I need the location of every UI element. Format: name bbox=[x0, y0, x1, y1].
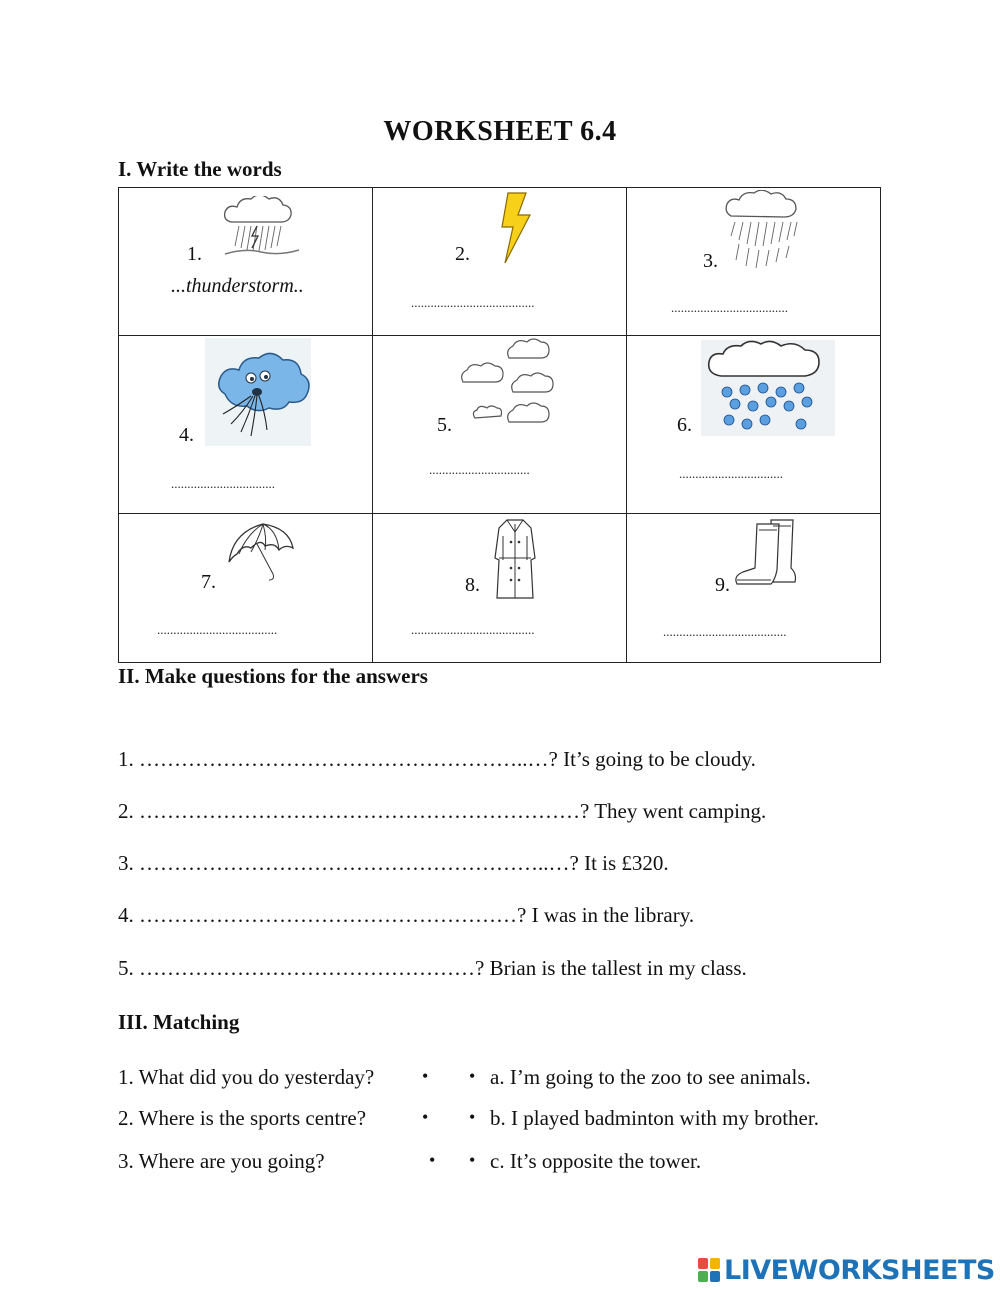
match-dot-left-3[interactable]: • bbox=[429, 1150, 436, 1170]
logo-text: LIVEWORKSHEETS bbox=[724, 1254, 995, 1286]
question-line-3[interactable]: 3. …………………………………………………..…? It is £320. bbox=[118, 851, 669, 875]
logo-block bbox=[710, 1271, 720, 1282]
word-cell-2 bbox=[373, 188, 627, 336]
word-blank-6[interactable]: ................................ bbox=[679, 466, 783, 481]
word-blank-7[interactable]: ..................................... bbox=[157, 622, 278, 637]
logo-block bbox=[710, 1258, 720, 1269]
snow-cloud-icon bbox=[701, 340, 835, 436]
word-num-2: 2. bbox=[455, 243, 470, 265]
word-num-1: 1. bbox=[187, 243, 202, 265]
clouds-icon bbox=[459, 338, 555, 428]
word-blank-4[interactable]: ................................ bbox=[171, 476, 275, 491]
word-num-9: 9. bbox=[715, 574, 730, 596]
word-cell-8 bbox=[373, 514, 627, 663]
question-line-4[interactable]: 4. ………………………………………………? I was in the library. bbox=[118, 903, 695, 927]
lightning-bolt-icon bbox=[499, 191, 533, 265]
word-blank-5[interactable]: ............................... bbox=[429, 462, 530, 477]
word-cell-1 bbox=[119, 188, 373, 336]
worksheet-title: WORKSHEET 6.4 bbox=[383, 116, 617, 147]
word-cell-6 bbox=[627, 336, 881, 514]
match-dot-right-c[interactable]: • bbox=[469, 1150, 476, 1170]
match-answer-a: a. I’m going to the zoo to see animals. bbox=[490, 1065, 811, 1089]
rain-boots-icon bbox=[733, 516, 799, 590]
match-answer-c: c. It’s opposite the tower. bbox=[490, 1149, 702, 1173]
match-dot-right-b[interactable]: • bbox=[469, 1107, 476, 1127]
section1-heading: I. Write the words bbox=[118, 157, 282, 181]
question-line-2[interactable]: 2. ………………………………………………………? They went camping. bbox=[118, 799, 767, 823]
umbrella-icon bbox=[223, 518, 295, 590]
word-blank-9[interactable]: ...................................... bbox=[663, 624, 787, 639]
liveworksheets-logo bbox=[698, 1255, 995, 1285]
logo-block bbox=[698, 1271, 708, 1282]
word-num-3: 3. bbox=[703, 250, 718, 272]
question-line-5[interactable]: 5. …………………………………………? Brian is the tallest in my class. bbox=[118, 956, 747, 980]
windy-cloud-icon bbox=[205, 338, 311, 446]
word-cell-7 bbox=[119, 514, 373, 663]
match-dot-left-1[interactable]: • bbox=[422, 1066, 429, 1086]
match-dot-right-a[interactable]: • bbox=[469, 1066, 476, 1086]
word-cell-9 bbox=[627, 514, 881, 663]
word-num-5: 5. bbox=[437, 414, 452, 436]
word-cell-4 bbox=[119, 336, 373, 514]
word-blank-2[interactable]: ...................................... bbox=[411, 295, 535, 310]
thunderstorm-cloud-icon bbox=[221, 196, 301, 258]
match-dot-left-2[interactable]: • bbox=[422, 1107, 429, 1127]
word-num-6: 6. bbox=[677, 414, 692, 436]
question-line-1[interactable]: 1. ………………………………………………..…? It’s going to be cloudy. bbox=[118, 747, 756, 771]
rain-cloud-icon bbox=[723, 190, 805, 270]
section3-heading: III. Matching bbox=[118, 1010, 240, 1034]
word-blank-3[interactable]: .................................... bbox=[671, 300, 788, 315]
word-answer-1: ...thunderstorm.. bbox=[171, 275, 304, 297]
word-num-7: 7. bbox=[201, 571, 216, 593]
liveworksheets-logo-icon bbox=[698, 1258, 720, 1282]
word-num-8: 8. bbox=[465, 574, 480, 596]
match-question-3: 3. Where are you going? bbox=[118, 1149, 325, 1173]
raincoat-icon bbox=[491, 516, 539, 600]
match-answer-b: b. I played badminton with my brother. bbox=[490, 1106, 819, 1130]
word-num-4: 4. bbox=[179, 424, 194, 446]
logo-block bbox=[698, 1258, 708, 1269]
word-cell-3 bbox=[627, 188, 881, 336]
match-question-1: 1. What did you do yesterday? bbox=[118, 1065, 375, 1089]
word-blank-8[interactable]: ...................................... bbox=[411, 622, 535, 637]
word-cell-5 bbox=[373, 336, 627, 514]
section2-heading: II. Make questions for the answers bbox=[118, 664, 428, 688]
words-grid bbox=[118, 187, 881, 663]
match-question-2: 2. Where is the sports centre? bbox=[118, 1106, 367, 1130]
